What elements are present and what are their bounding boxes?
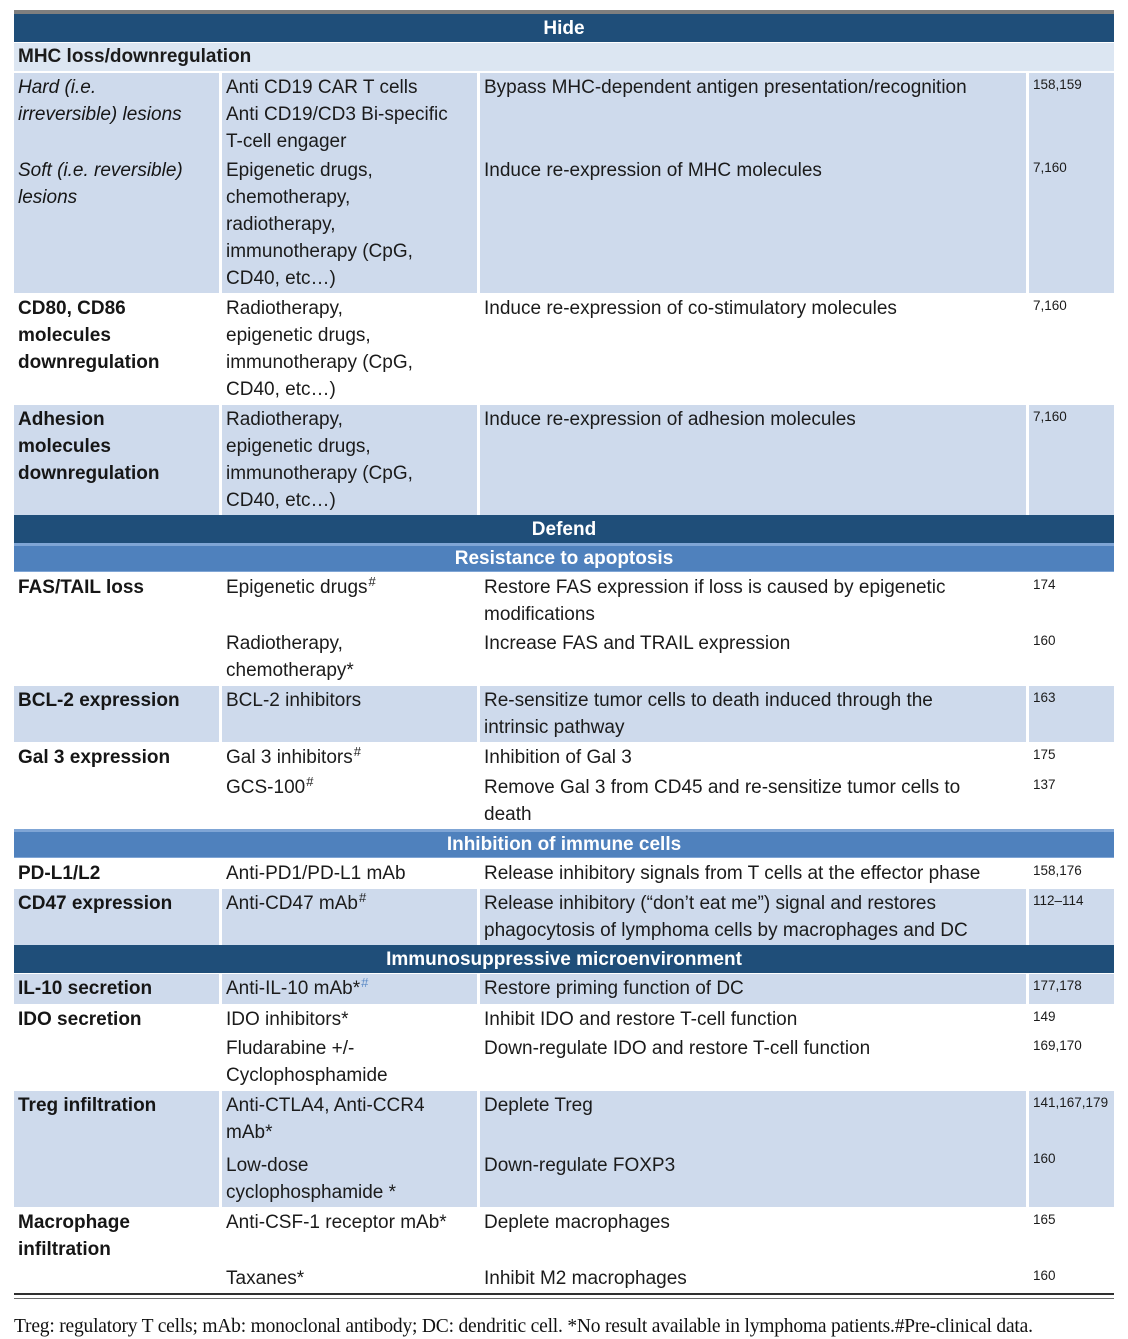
group-treg [14,1090,1114,1207]
effect-line: Release inhibitory (“don’t eat me”) signal and restores [484,893,936,914]
effect-cell [477,573,1026,629]
therapy-line: radiotherapy, [226,214,336,235]
therapy-text: Anti-CD47 mAb [226,893,358,914]
effect-cell [477,974,1026,1004]
refs-cell [1026,859,1114,888]
immune-evasion-table [14,10,1114,1339]
therapy-line: Epigenetic drugs, [226,160,373,181]
effect-cell [477,405,1026,515]
refs-cell [1026,629,1114,685]
effect-cell [477,889,1026,945]
reference-numbers: 141,167,179 [1033,1095,1109,1110]
subsection-title-resistance: Resistance to apoptosis [454,548,674,569]
effect-line: Deplete Treg [484,1095,593,1116]
effect-line: Inhibition of Gal 3 [484,747,632,768]
mechanism-cell [14,156,219,293]
mechanism-text: IL-10 secretion [18,978,153,999]
mechanism-cell [14,629,219,685]
therapy-cell [219,573,477,629]
effect-line: Release inhibitory signals from T cells at the effector phase [484,863,981,884]
group-fas [14,572,1114,685]
therapy-line: immunotherapy (CpG, [226,463,413,484]
mechanism-cell [14,773,219,829]
mechanism-text: Macrophage infiltration [18,1212,130,1260]
therapy-line: Radiotherapy, [226,633,343,654]
group-header-mhc [14,43,1114,73]
mechanism-cell [14,974,219,1004]
reference-numbers: 169,170 [1033,1038,1082,1053]
reference-numbers: 165 [1033,1212,1056,1227]
table-row-cd80 [14,294,1114,404]
mechanism-text: IDO secretion [18,1009,142,1030]
therapy-line: chemotherapy, [226,187,351,208]
refs-cell [1026,974,1114,1004]
mechanism-text: Hard (i.e. irreversible) lesions [18,77,182,125]
table-row-adhesion [14,405,1114,515]
table-row-treg-b [14,1147,1114,1207]
hash-superscript: # [359,890,367,905]
therapy-line: IDO inhibitors* [226,1009,349,1030]
refs-cell [1026,1091,1114,1147]
therapy-text: Epigenetic drugs [226,577,368,598]
table-row-bcl2 [14,686,1114,742]
therapy-cell [219,859,477,888]
mechanism-cell [14,573,219,629]
table-footnote: Treg: regulatory T cells; mAb: monoclonal antibody; DC: dendritic cell. *No result available in lymphoma patients.#Pre-clinical data. [14,1316,1033,1337]
mechanism-cell [14,686,219,742]
mechanism-text: FAS/TAIL loss [18,577,144,598]
therapy-line: Taxanes* [226,1268,305,1289]
therapy-line: BCL-2 inhibitors [226,690,362,711]
refs-cell [1026,686,1114,742]
refs-cell [1026,773,1114,829]
effect-line: Re-sensitize tumor cells to death induced through the [484,690,933,711]
therapy-line: CD40, etc…) [226,379,336,400]
refs-cell [1026,1208,1114,1264]
effect-cell [477,1147,1026,1207]
therapy-cell [219,1005,477,1034]
effect-line: death [484,804,532,825]
table-row-mhc-hard [14,73,1114,156]
reference-numbers: 175 [1033,747,1056,762]
therapy-line: epigenetic drugs, [226,436,371,457]
effect-line: Deplete macrophages [484,1212,670,1233]
therapy-line: Anti-CTLA4, Anti-CCR4 [226,1095,425,1116]
mechanism-text: Treg infiltration [18,1095,157,1116]
therapy-text: Anti-IL-10 mAb* [226,978,361,999]
effect-line: Restore FAS expression if loss is caused by epigenetic [484,577,946,598]
reference-numbers: 149 [1033,1009,1056,1024]
effect-cell [477,1005,1026,1034]
therapy-line: mAb* [226,1122,273,1143]
group-macrophage [14,1207,1114,1293]
reference-numbers: 7,160 [1033,409,1067,424]
effect-line: Inhibit IDO and restore T-cell function [484,1009,798,1030]
therapy-cell [219,773,477,829]
therapy-line [226,574,469,602]
reference-numbers: 137 [1033,777,1056,792]
therapy-cell [219,1208,477,1264]
therapy-line: epigenetic drugs, [226,325,371,346]
therapy-cell [219,686,477,742]
therapy-cell [219,405,477,515]
group-gal3 [14,742,1114,829]
effect-cell [477,1208,1026,1264]
group-mhc [14,42,1114,293]
section-band-immunosuppressive [14,945,1114,973]
reference-numbers: 160 [1033,1268,1056,1283]
effect-cell [477,1034,1026,1090]
table-row-fas-a [14,573,1114,629]
group-cd80 [14,293,1114,404]
effect-line: Bypass MHC-dependent antigen presentation/recognition [484,77,967,98]
mechanism-cell [14,294,219,404]
therapy-cell [219,73,477,156]
effect-line: modifications [484,604,595,625]
mechanism-cell [14,73,219,156]
reference-numbers: 158,176 [1033,863,1082,878]
therapy-line: CD40, etc…) [226,268,336,289]
therapy-text: GCS-100 [226,777,306,798]
refs-cell [1026,405,1114,515]
therapy-line: Radiotherapy, [226,409,343,430]
therapy-line: chemotherapy* [226,660,354,681]
reference-numbers: 177,178 [1033,978,1082,993]
effect-cell [477,1264,1026,1293]
therapy-cell [219,1147,477,1207]
mechanism-cell [14,1208,219,1264]
refs-cell [1026,1147,1114,1207]
mechanism-text: PD-L1/L2 [18,863,101,884]
therapy-line [226,890,469,918]
table-row-macrophage-a [14,1208,1114,1264]
therapy-cell [219,1091,477,1147]
refs-cell [1026,1034,1114,1090]
section-band-defend [14,515,1114,543]
section-title-immunosuppressive: Immunosuppressive microenvironment [386,949,742,970]
reference-numbers: 163 [1033,690,1056,705]
group-cd47 [14,888,1114,945]
refs-cell [1026,73,1114,156]
refs-cell [1026,1005,1114,1034]
effect-line: Inhibit M2 macrophages [484,1268,687,1289]
therapy-cell [219,629,477,685]
mechanism-text: Adhesion molecules downregulation [18,409,160,484]
hash-superscript: # [353,744,361,759]
mechanism-text: CD80, CD86 molecules downregulation [18,298,160,373]
section-band-hide [14,14,1114,42]
therapy-line: Radiotherapy, [226,298,343,319]
reference-numbers: 7,160 [1033,160,1067,175]
hash-superscript: # [306,774,314,789]
therapy-cell [219,294,477,404]
subsection-title-inhibition: Inhibition of immune cells [446,834,682,855]
reference-numbers: 158,159 [1033,77,1082,92]
effect-line: Induce re-expression of co-stimulatory molecules [484,298,897,319]
effect-line: Restore priming function of DC [484,978,744,999]
mechanism-text: CD47 expression [18,893,173,914]
group-il10 [14,973,1114,1004]
effect-line: Induce re-expression of adhesion molecules [484,409,856,430]
section-title-defend: Defend [531,519,597,540]
effect-cell [477,156,1026,293]
effect-cell [477,686,1026,742]
table-bottom-rule [14,1293,1114,1299]
therapy-line: immunotherapy (CpG, [226,241,413,262]
effect-line: Induce re-expression of MHC molecules [484,160,822,181]
mechanism-text: Soft (i.e. reversible) lesions [18,160,183,208]
subsection-band-resistance [14,543,1114,572]
subsection-band-inhibition [14,829,1114,858]
therapy-line: Cyclophosphamide [226,1065,388,1086]
effect-line: Down-regulate IDO and restore T-cell function [484,1038,871,1059]
therapy-line: Anti CD19/CD3 Bi-specific [226,104,448,125]
refs-cell [1026,294,1114,404]
effect-cell [477,1091,1026,1147]
therapy-line [226,975,469,1003]
mechanism-cell [14,743,219,773]
therapy-line: immunotherapy (CpG, [226,352,413,373]
mechanism-cell [14,889,219,945]
mechanism-cell [14,1147,219,1207]
effect-cell [477,73,1026,156]
mechanism-cell [14,1005,219,1034]
table-row-il10 [14,974,1114,1004]
therapy-line: Anti-PD1/PD-L1 mAb [226,863,406,884]
effect-cell [477,629,1026,685]
table-row-mhc-soft [14,156,1114,293]
therapy-line: Anti-CSF-1 receptor mAb* [226,1212,447,1233]
therapy-cell [219,1264,477,1293]
effect-line: intrinsic pathway [484,717,625,738]
table-row-ido-a [14,1005,1114,1034]
refs-cell [1026,889,1114,945]
effect-cell [477,294,1026,404]
table-row-macrophage-b [14,1264,1114,1293]
therapy-cell [219,743,477,773]
effect-line: phagocytosis of lymphoma cells by macrophages and DC [484,920,968,941]
refs-cell [1026,743,1114,773]
table-row-gal3-b [14,773,1114,829]
group-pdl1 [14,858,1114,888]
reference-numbers: 160 [1033,1151,1056,1166]
table-row-treg-a [14,1091,1114,1147]
table-row-ido-b [14,1034,1114,1090]
refs-cell [1026,573,1114,629]
group-bcl2 [14,685,1114,742]
table-row-cd47 [14,889,1114,945]
refs-cell [1026,1264,1114,1293]
mechanism-cell [14,405,219,515]
reference-numbers: 160 [1033,633,1056,648]
therapy-cell [219,1034,477,1090]
group-header-text: MHC loss/downregulation [18,46,252,67]
group-ido [14,1004,1114,1090]
hash-superscript: # [368,574,376,589]
therapy-line [226,744,469,772]
effect-cell [477,743,1026,773]
therapy-cell [219,974,477,1004]
mechanism-cell [14,859,219,888]
mechanism-text: BCL-2 expression [18,690,180,711]
therapy-line: CD40, etc…) [226,490,336,511]
reference-numbers: 174 [1033,577,1056,592]
therapy-line: Low-dose [226,1155,309,1176]
therapy-line: Fludarabine +/- [226,1038,355,1059]
therapy-line [226,774,469,802]
reference-numbers: 112–114 [1033,893,1084,908]
therapy-cell [219,156,477,293]
effect-line: Remove Gal 3 from CD45 and re-sensitize tumor cells to [484,777,961,798]
mechanism-cell [14,1034,219,1090]
therapy-line: Anti CD19 CAR T cells [226,77,418,98]
effect-line: Increase FAS and TRAIL expression [484,633,791,654]
effect-line: Down-regulate FOXP3 [484,1155,676,1176]
therapy-line: cyclophosphamide * [226,1182,397,1203]
effect-cell [477,773,1026,829]
therapy-text: Gal 3 inhibitors [226,747,353,768]
table-row-fas-b [14,629,1114,685]
reference-numbers: 7,160 [1033,298,1067,313]
therapy-cell [219,889,477,945]
mechanism-text: Gal 3 expression [18,747,171,768]
therapy-line: T-cell engager [226,131,347,152]
group-adhesion [14,404,1114,515]
mechanism-cell [14,1091,219,1147]
hash-superscript-blue: # [361,975,369,990]
table-row-gal3-a [14,743,1114,773]
mechanism-cell [14,1264,219,1293]
table-row-pdl1 [14,859,1114,888]
section-title-hide: Hide [543,18,585,39]
effect-cell [477,859,1026,888]
refs-cell [1026,156,1114,293]
